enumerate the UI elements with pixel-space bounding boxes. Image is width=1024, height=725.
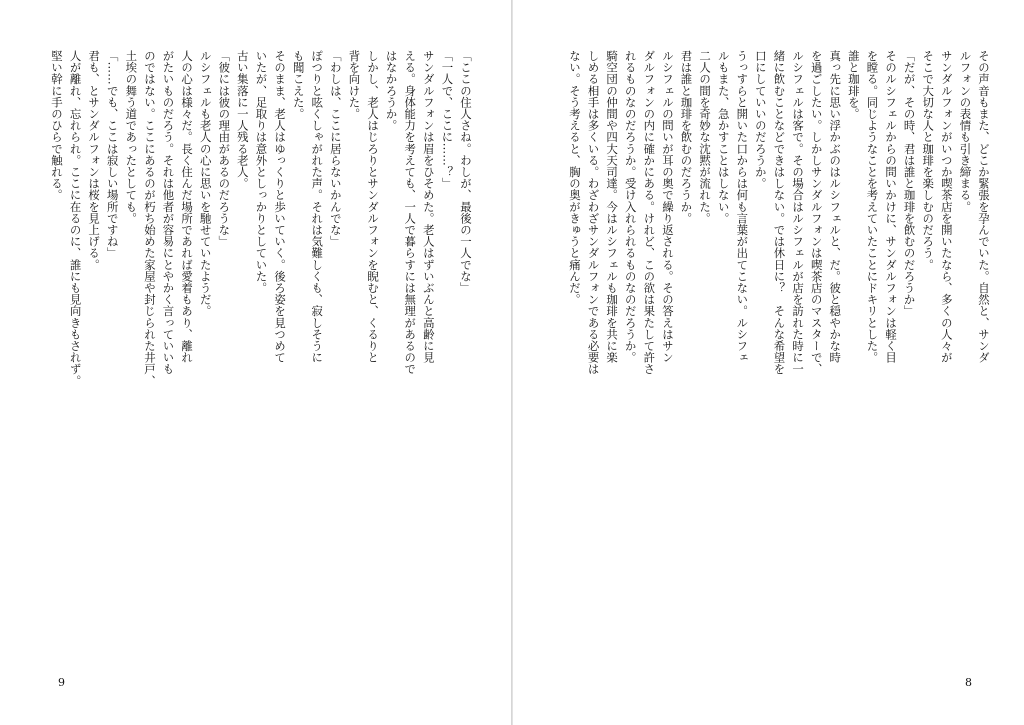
text-line: 「わしは、ここに居らないかんでな」 [328, 50, 343, 248]
right-page-number: 8 [965, 676, 972, 689]
text-line: しめる相手は多くいる。わざわざサンダルフォンである必要は [586, 50, 601, 375]
text-line: 背を向けた。 [347, 50, 362, 120]
text-line: 土埃の舞う道であったとしても。 [124, 50, 139, 224]
text-line: そのまま、老人はゆっくりと歩いていく。後ろ姿を見つめて [273, 50, 288, 364]
text-line: 堅い幹に手のひらで触れる。 [49, 50, 64, 201]
right-page [513, 0, 1024, 725]
text-line: 人の心は様々だ。長く住んだ場所であれば愛着もあり、離れ [180, 50, 195, 364]
text-line: ルシフェルは客で。その場合はルシフェルが店を訪れた時に一 [791, 50, 806, 375]
text-line: 二人の間を奇妙な沈黙が流れた。 [698, 50, 713, 224]
text-line: そのルシフェルからの問いかけに、サンダルフォンは軽く目 [884, 50, 899, 364]
text-line: 誰と珈琲を。 [846, 50, 861, 120]
text-line: ぽつりと呟くしゃがれた声。それは気難しくも、寂しそうに [310, 50, 325, 364]
text-line: れるものなのだろうか。受け入れられるものなのだろうか。 [623, 50, 638, 364]
text-line: える。身体能力を考えても、一人で暮らすには無理があるので [403, 50, 418, 375]
text-line: のではない。ここにあるのが朽ち始めた家屋や封じられた井戸、 [142, 50, 157, 387]
left-page [0, 0, 511, 725]
text-line: 「彼には彼の理由があるのだろうな」 [217, 50, 232, 248]
left-page-number: 9 [58, 676, 65, 689]
text-line: いたが、足取りは意外としっかりとしていた。 [254, 50, 269, 294]
text-line: 「一人で、ここに……？」 [440, 50, 455, 190]
text-line: 口にしていいのだろうか。 [753, 50, 768, 190]
text-line: ルもまた、急かすことはしない。 [716, 50, 731, 224]
text-line: を瞠る。同じようなことを考えていたことにドキリとした。 [865, 50, 880, 364]
text-line: 緒に飲むことなどできはしない。では休日に？ そんな希望を [772, 50, 787, 375]
text-line: 「ここの住人さね。わしが、最後の一人でな」 [459, 50, 473, 294]
left-page-body-text [45, 50, 475, 640]
text-line: ルシフェルも老人の心に思いを馳せていたようだ。 [198, 50, 213, 317]
text-line: はなかろうか。 [384, 50, 399, 132]
text-line: サンダルフォンは眉をひそめた。老人はずいぶんと高齢に見 [421, 50, 436, 364]
text-line: しかし、老人はじろりとサンダルフォンを睨むと、くるりと [366, 50, 381, 364]
text-line: そこで大切な人と珈琲を楽しむのだろう。 [921, 50, 936, 271]
text-line: ない。そう考えると、胸の奥がきゅうと痛んだ。 [568, 50, 582, 306]
text-line: サンダルフォンがいつか喫茶店を開いたなら、多くの人々が [939, 50, 954, 364]
text-line: 「……でも、ここは寂しい場所ですね」 [105, 50, 120, 259]
text-line: を過ごしたい。しかしサンダルフォンは喫茶店のマスターで、 [809, 50, 824, 375]
text-line: ダルフォンの内に確かにある。けれど、この欲は果たして許さ [642, 50, 657, 375]
text-line: 真っ先に思い浮かぶのはルシフェルと、だ。彼と穏やかな時 [828, 50, 843, 364]
text-line: 「だが、その時、君は誰と珈琲を飲むのだろうか」 [902, 50, 917, 317]
text-line: も聞こえた。 [291, 50, 306, 120]
text-line: 人が離れ、忘れられ。ここに在るのに、誰にも見向きもされず。 [68, 50, 83, 387]
right-page-body-text [568, 50, 993, 640]
text-line: その声音もまた、どこか緊張を孕んでいた。自然と、サンダ [977, 50, 991, 364]
text-line: 君は誰と珈琲を飲むのだろうか。 [679, 50, 694, 224]
text-line: 君も、とサンダルフォンは桜を見上げる。 [87, 50, 102, 271]
text-line: ルシフェルの問いが耳の奥で繰り返される。その答えはサン [660, 50, 675, 364]
text-line: 騎空団の仲間や四大天司達。今はルシフェルも珈琲を共に楽 [605, 50, 620, 364]
text-line: うっすらと開いた口からは何も言葉が出てこない。ルシフェ [735, 50, 750, 364]
text-line: 古い集落に一人残る老人。 [235, 50, 250, 190]
text-line: ルフォンの表情も引き締まる。 [958, 50, 973, 213]
text-line: がたいものだろう。それは他者が容易にとやかく言っていいも [161, 50, 176, 375]
